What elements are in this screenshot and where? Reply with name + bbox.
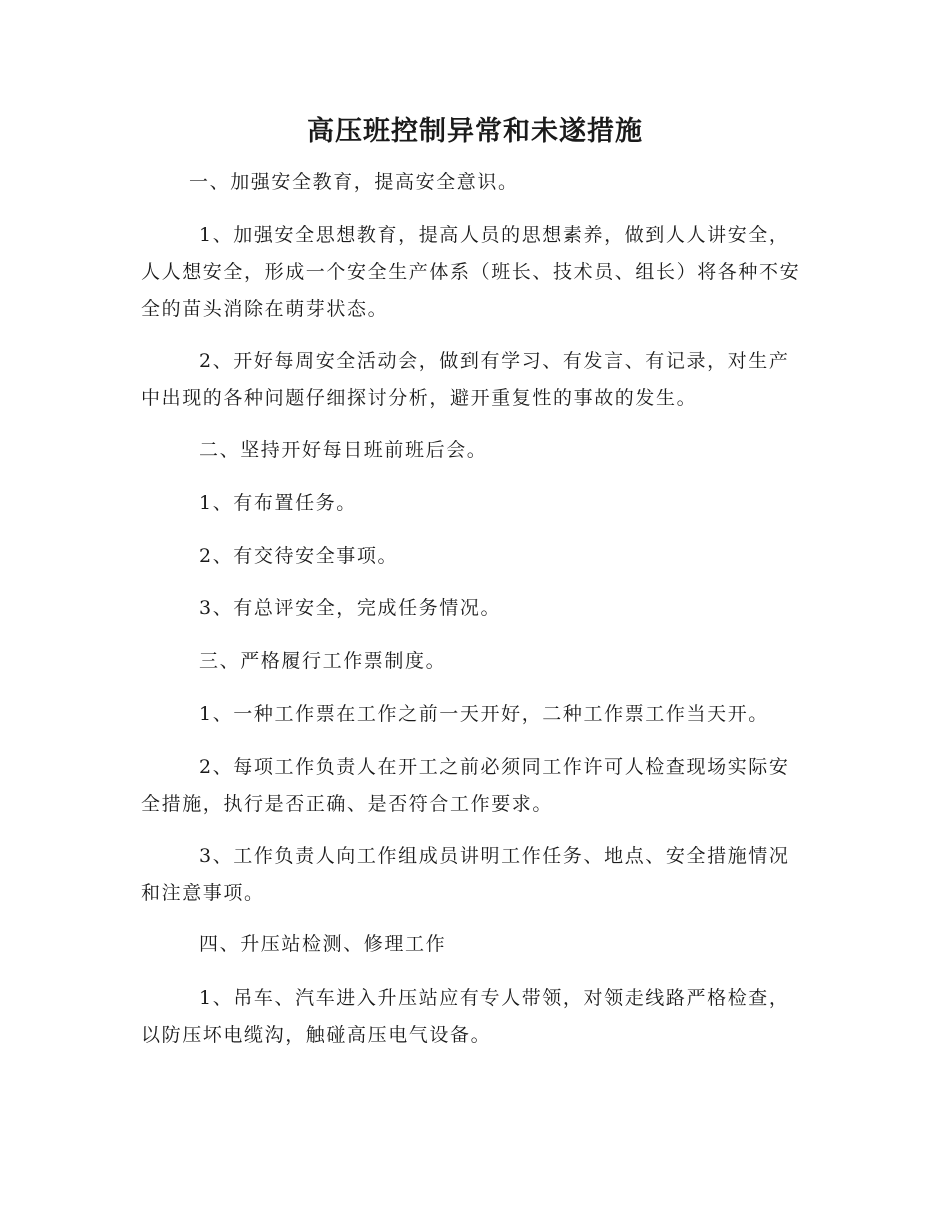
paragraph-4-1: 1、吊车、汽车进入升压站应有专人带领，对领走线路严格检查，以防压坏电缆沟，触碰高压电气设备。 [141,987,790,1046]
section-heading-3: 三、严格履行工作票制度。 [199,650,447,672]
paragraph-1-1: 1、加强安全思想教育，提高人员的思想素养，做到人人讲安全，人人想安全，形成一个安全生产体系（班长、技术员、组长）将各种不安全的苗头消除在萌芽状态。 [141,224,801,320]
paragraph-2-3: 3、有总评安全，完成任务情况。 [199,597,502,619]
paragraph-2-2: 2、有交待安全事项。 [199,545,399,567]
section-heading-4: 四、升压站检测、修理工作 [199,933,447,955]
paragraph-3-2: 2、每项工作负责人在开工之前必须同工作许可人检查现场实际安全措施，执行是否正确、是否符合工作要求。 [141,756,790,815]
document-title: 高压班控制异常和未遂措施 [307,116,643,147]
paragraph-2-1: 1、有布置任务。 [199,492,357,514]
section-heading-2: 二、坚持开好每日班前班后会。 [199,439,488,461]
paragraph-1-2: 2、开好每周安全活动会，做到有学习、有发言、有记录，对生产中出现的各种问题仔细探讨分析，避开重复性的事故的发生。 [141,350,790,409]
paragraph-3-3: 3、工作负责人向工作组成员讲明工作任务、地点、安全措施情况和注意事项。 [141,845,790,904]
section-heading-1: 一、加强安全教育，提高安全意识。 [189,171,519,193]
paragraph-3-1: 1、一种工作票在工作之前一天开好，二种工作票工作当天开。 [199,703,769,725]
